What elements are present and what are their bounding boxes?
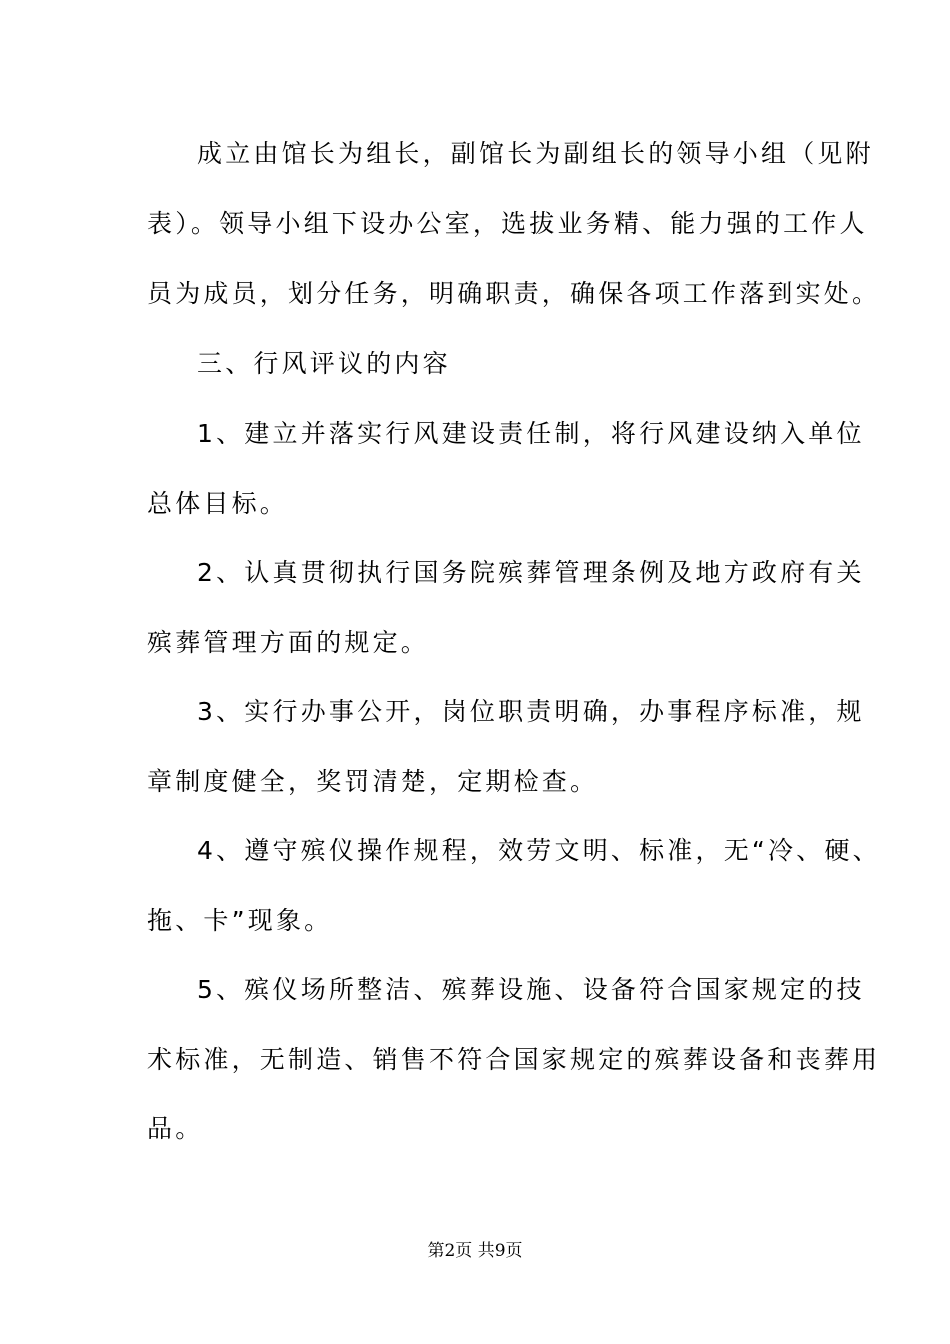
- list-item-line: 术标准，无制造、销售不符合国家规定的殡葬设备和丧葬用: [147, 1045, 881, 1074]
- list-item-line: 章制度健全，奖罚清楚，定期检查。: [147, 767, 599, 796]
- paragraph-line: 成立由馆长为组长，副馆长为副组长的领导小组（见附: [197, 139, 874, 168]
- list-item-line: 品。: [147, 1114, 204, 1143]
- list-item-line: 拖、卡”现象。: [147, 906, 333, 935]
- list-item-line: 3、实行办事公开，岗位职责明确，办事程序标准，规: [197, 697, 865, 726]
- page-number-footer: 第2页 共9页: [427, 1241, 523, 1261]
- list-item-line: 2、认真贯彻执行国务院殡葬管理条例及地方政府有关: [197, 558, 865, 587]
- section-heading: 三、行风评议的内容: [197, 349, 451, 378]
- list-item-line: 5、殡仪场所整洁、殡葬设施、设备符合国家规定的技: [197, 975, 865, 1004]
- paragraph-line: 表）。领导小组下设办公室，选拔业务精、能力强的工作人: [147, 209, 868, 238]
- list-item-line: 殡葬管理方面的规定。: [147, 628, 430, 657]
- list-item-line: 4、遵守殡仪操作规程，效劳文明、标准，无“冷、硬、: [197, 836, 881, 865]
- list-item-line: 总体目标。: [147, 489, 289, 518]
- list-item-line: 1、建立并落实行风建设责任制，将行风建设纳入单位: [197, 419, 865, 448]
- paragraph-line: 员为成员，划分任务，明确职责，确保各项工作落到实处。: [147, 279, 881, 308]
